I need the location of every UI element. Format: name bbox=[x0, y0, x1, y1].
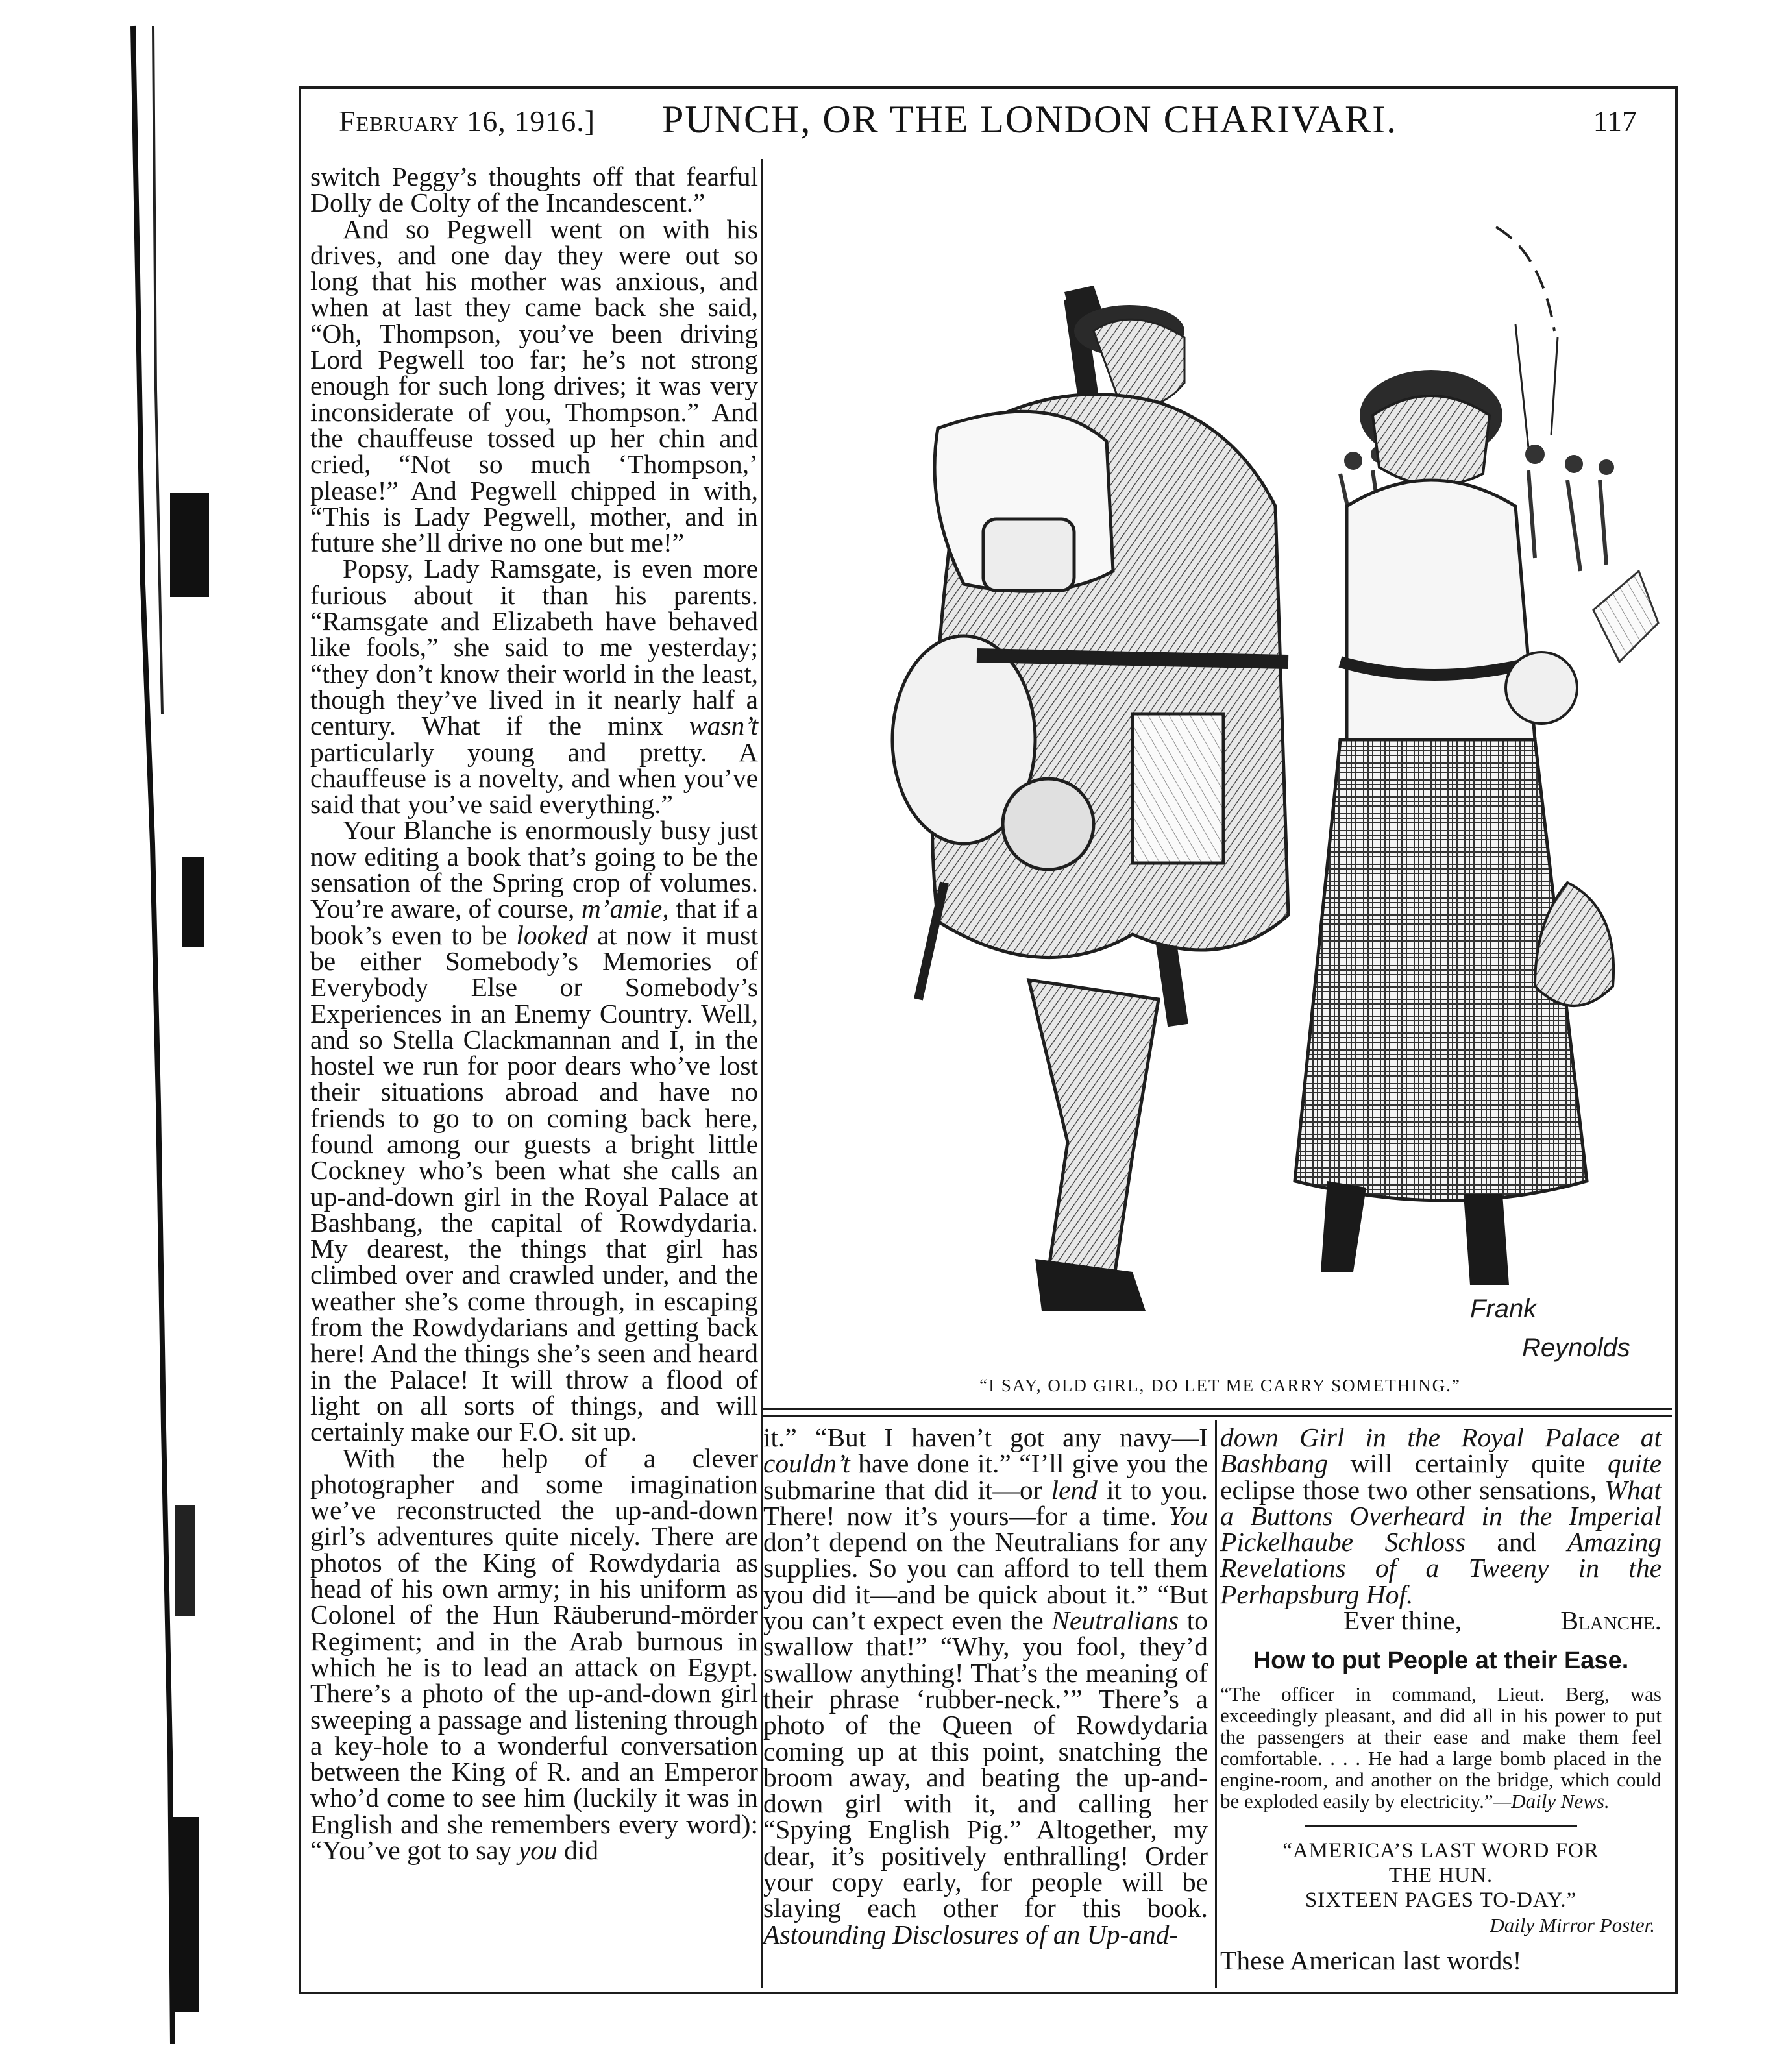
letter-signoff bbox=[1220, 1605, 1662, 1636]
paragraph: it.” “But I haven’t got any navy—I couldn’t have done it.” “I’ll give you the submarine that did it—or lend it to you. There! now it’s yours—for a time. You don’t depend on the Neutralians for any supplies. So you can afford to tell them you did it—and be quick about it.” “But you can’t expect even the Neutralians to swallow that!” “Why, you fool, they’d swallow anything! That’s the meaning of their phrase ‘rubber-neck.’” There’s a photo of the Queen of Rowdydaria coming up at this point, snatching the broom away, and beating the up-and-down girl with it, and calling her “Spying English Pig.” Altogether, my dear, it’s positively enthralling! Order your copy early, for people will be slaying each other for this book. Astounding Disclosures of an Up-and- bbox=[763, 1422, 1208, 1949]
page-number: 117 bbox=[1593, 104, 1637, 138]
soldier-figure bbox=[892, 286, 1288, 1311]
divider bbox=[1305, 1825, 1577, 1827]
cartoon-illustration bbox=[769, 169, 1671, 1382]
svg-text:Reynolds: Reynolds bbox=[1522, 1334, 1630, 1362]
article-column-3 bbox=[1220, 1424, 1662, 1973]
article-column-1 bbox=[310, 164, 758, 1863]
column-rule bbox=[1215, 1420, 1217, 1988]
signoff-name: Blanche. bbox=[1560, 1605, 1662, 1636]
signoff-text: Ever thine, bbox=[1343, 1605, 1462, 1636]
paragraph: Popsy, Lady Ramsgate, is even more furious about it than his parents. “Ramsgate and Elizabeth have behaved like fools,” she said to me yesterday; “they don’t know their world in the least, though they’ve lived in it nearly half a century. What if the minx wasn’t particularly young and pretty. A chauffeuse is a novelty, and when you’ve said that you’ve said everything.” bbox=[310, 554, 758, 820]
cartoon-caption: “I SAY, OLD GIRL, DO LET ME CARRY SOMETHING.” bbox=[979, 1376, 1461, 1395]
paragraph: And so Pegwell went on with his drives, and one day they were out so long that his mother was anxious, and when at last they came back she said, “Oh, Thompson, you’ve been driving Lord Pegwell too far; he’s not strong enough for such long drives; it was very inconsiderate of you, Thompson.” And the chauffeuse tossed up her chin and cried, “Not so much ‘Thompson,’ please!” And Pegwell chipped in with, “This is Lady Pegwell, mother, and in future she’ll drive no one but me!” bbox=[310, 213, 758, 558]
svg-text:Frank: Frank bbox=[1470, 1295, 1537, 1323]
paragraph: Your Blanche is enormously busy just now editing a book that’s going to be the sensation of the Spring crop of volumes. You’re aware, of course, m’amie, that if a book’s even to be looked at now it must be either Somebody’s Memories of Everybody Else or Somebody’s Experiences in an Enemy Country. Well, and so Stella Clackmannan and I, in the hostel we run for poor dears who’ve lost their situations abroad and have no friends to go to on coming back here, found among our guests a bright little Cockney who’s been what she calls an up-and-down girl in the Royal Palace at Bashbang, the capital of Rowdydaria. My dearest, the things that girl has climbed over and crawled under, and the weather she’s come through, in escaping from the Rowdydarians and getting back here! And the things she’s seen and heard in the Palace! It will throw a flood of light on all sorts of things, and will certainly make our F.O. sit up. bbox=[310, 815, 758, 1447]
poster-quote: “AMERICA’S LAST WORD FOR THE HUN. SIXTEEN PAGES TO-DAY.” bbox=[1282, 1838, 1599, 1912]
closing-line: These American last words! bbox=[1220, 1945, 1522, 1975]
column-rule bbox=[761, 159, 763, 1988]
artist-signature bbox=[1470, 1295, 1630, 1362]
cartoon-bottom-rule bbox=[763, 1408, 1672, 1417]
section-heading: How to put People at their Ease. bbox=[1253, 1647, 1629, 1675]
paragraph: With the help of a clever photographer and some imagination we’ve reconstructed the up-and-down girl’s adventures quite nicely. There are photos of the King of Rowdydaria as head of his own army; in his uniform as Colonel of the Hun Räuberund-mörder Regiment; and in the Arab burnous in which he is to lead an attack on Egypt. There’s a photo of the up-and-down girl sweeping a passage and listening through a key-hole to a wonderful conversation between the King of R. and an Emperor who’d come to see him (luckily it was in English and she remembers every word): “You’ve got to say you did bbox=[310, 1443, 758, 1865]
news-quote: “The officer in command, Lieut. Berg, was exceedingly pleasant, and did all in his power to put the passengers at their ease and make them feel comfortable. . . . He had a large bomb placed in the engine-room, and another on the bridge, which could be exploded easily by electricity.”—Daily News. bbox=[1220, 1682, 1662, 1812]
issue-date: February 16, 1916.] bbox=[339, 104, 596, 138]
page-header bbox=[305, 97, 1668, 158]
woman-figure bbox=[1295, 370, 1613, 1285]
paragraph: down Girl in the Royal Palace at Bashbang will certainly quite quite eclipse those two other sensations, What a Buttons Overheard in the Imperial Pickelhaube Schloss and Amazing Revelations of a Tweeny in the Perhapsburg Hof. bbox=[1220, 1422, 1662, 1609]
poster-source: Daily Mirror Poster. bbox=[1490, 1913, 1655, 1936]
publication-title: PUNCH, OR THE LONDON CHARIVARI. bbox=[662, 98, 1398, 141]
article-column-2 bbox=[763, 1424, 1208, 1947]
paragraph: switch Peggy’s thoughts off that fearful Dolly de Colty of the Incandescent.” bbox=[310, 162, 758, 218]
scan-edge-marks bbox=[0, 0, 273, 2072]
